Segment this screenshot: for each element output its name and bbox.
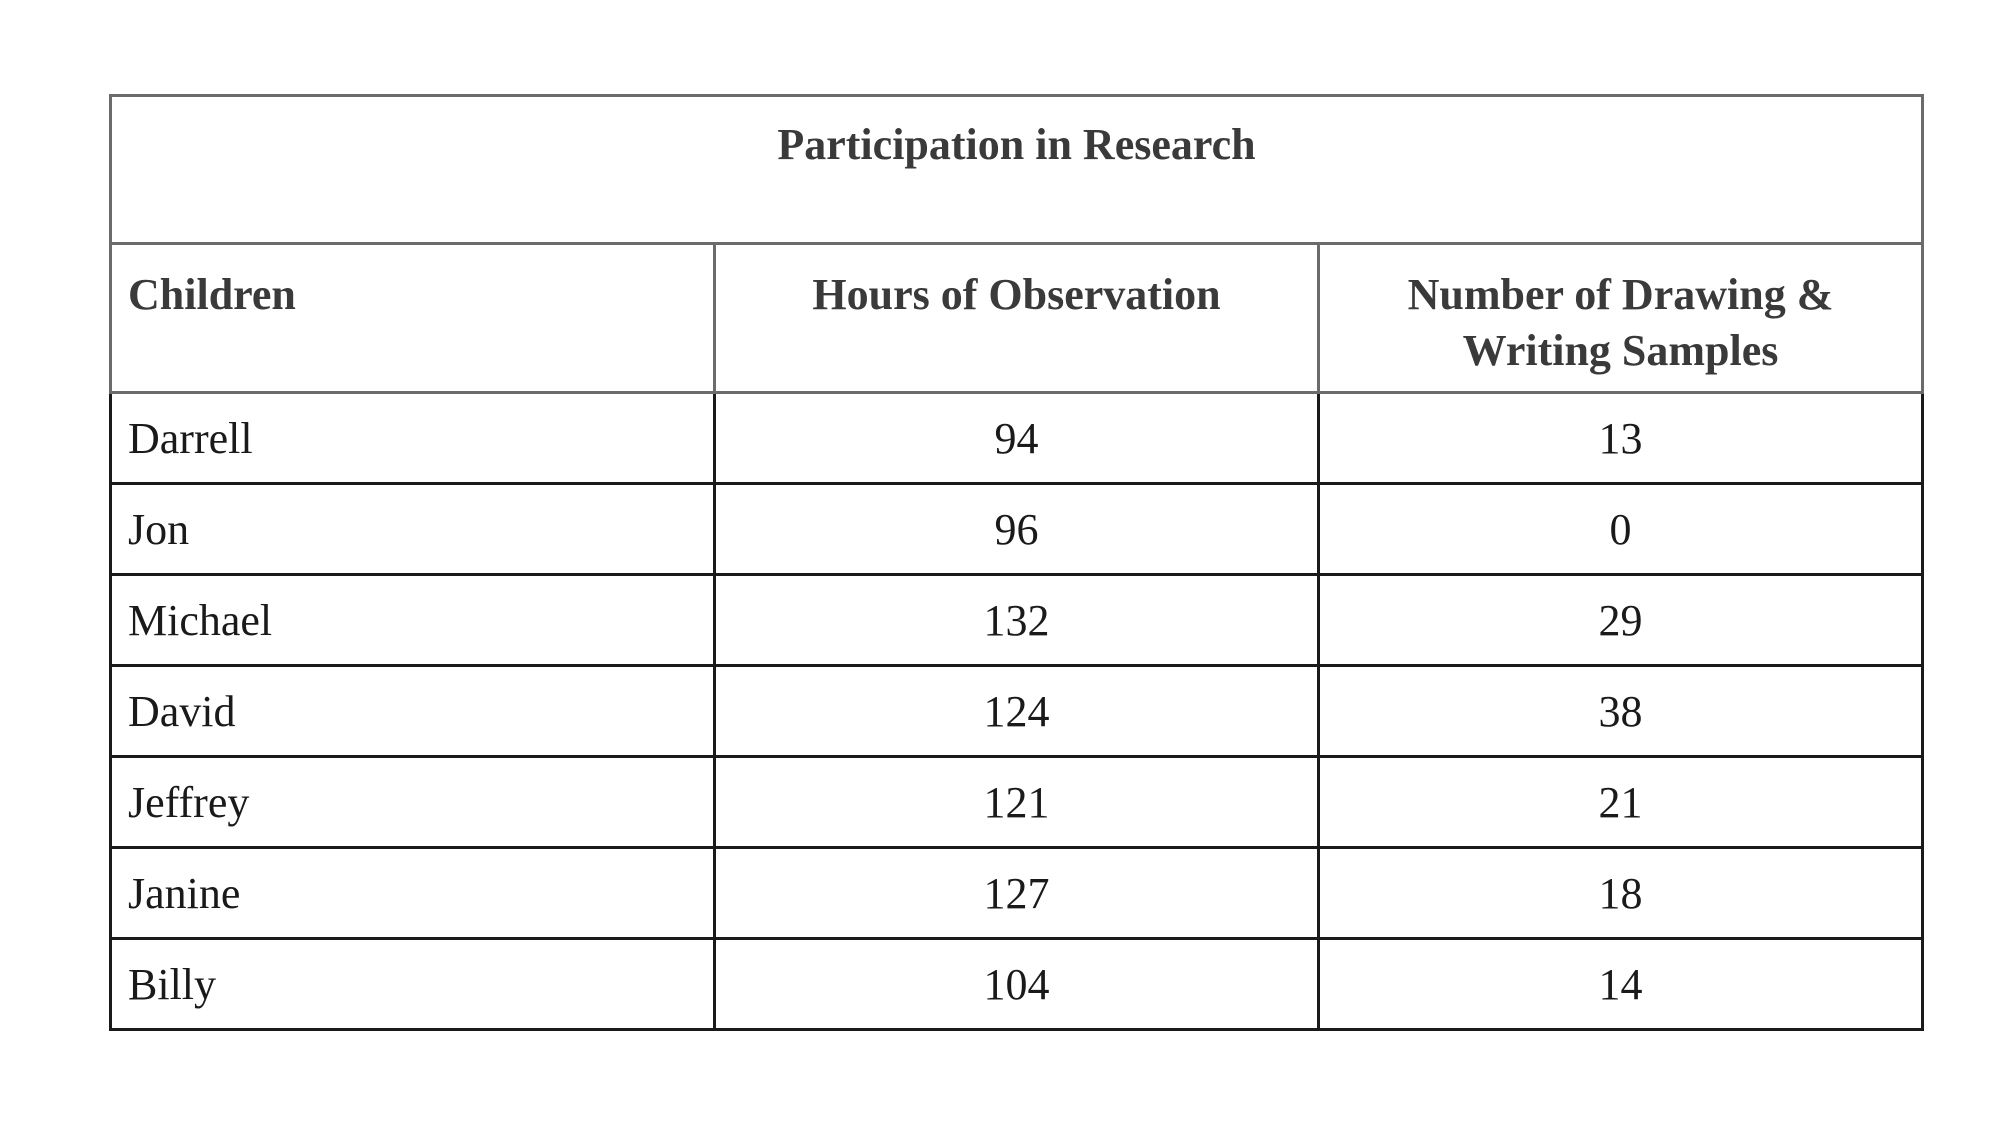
child-name: Michael xyxy=(111,575,715,666)
child-name: Jon xyxy=(111,484,715,575)
table-row xyxy=(111,757,1923,848)
table-header-row xyxy=(111,244,1923,393)
column-header-hours: Hours of Observation xyxy=(715,244,1319,393)
hours-value: 104 xyxy=(715,939,1319,1030)
hours-value: 94 xyxy=(715,393,1319,484)
samples-value: 38 xyxy=(1319,666,1923,757)
samples-value: 14 xyxy=(1319,939,1923,1030)
hours-value: 132 xyxy=(715,575,1319,666)
table-row xyxy=(111,484,1923,575)
hours-value: 124 xyxy=(715,666,1319,757)
participation-table xyxy=(109,94,1924,1031)
column-header-children: Children xyxy=(111,244,715,393)
table-row xyxy=(111,939,1923,1030)
table-title: Participation in Research xyxy=(111,96,1923,244)
child-name: Jeffrey xyxy=(111,757,715,848)
hours-value: 96 xyxy=(715,484,1319,575)
samples-value: 0 xyxy=(1319,484,1923,575)
child-name: Billy xyxy=(111,939,715,1030)
table-title-row xyxy=(111,96,1923,244)
table-row xyxy=(111,393,1923,484)
samples-value: 29 xyxy=(1319,575,1923,666)
child-name: Darrell xyxy=(111,393,715,484)
samples-value: 18 xyxy=(1319,848,1923,939)
child-name: David xyxy=(111,666,715,757)
hours-value: 121 xyxy=(715,757,1319,848)
samples-value: 13 xyxy=(1319,393,1923,484)
table-row xyxy=(111,666,1923,757)
table-row xyxy=(111,848,1923,939)
child-name: Janine xyxy=(111,848,715,939)
column-header-samples: Number of Drawing & Writing Samples xyxy=(1319,244,1923,393)
table-row xyxy=(111,575,1923,666)
samples-value: 21 xyxy=(1319,757,1923,848)
hours-value: 127 xyxy=(715,848,1319,939)
